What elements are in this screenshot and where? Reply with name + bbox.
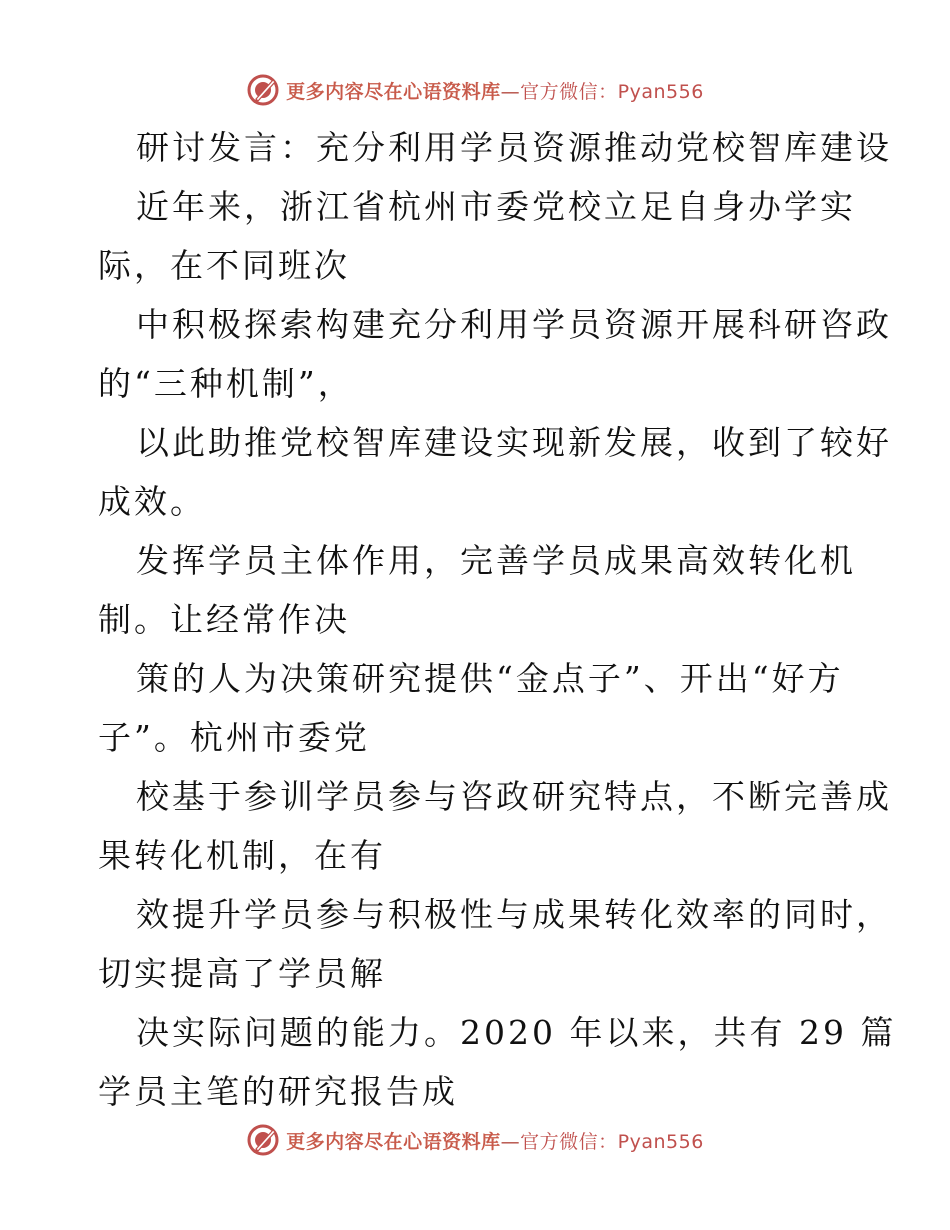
banner-title: 更多内容尽在心语资料库: [286, 1130, 501, 1153]
text-line: 学员主笔的研究报告成: [98, 1072, 458, 1111]
pen-in-circle-icon: [246, 1123, 280, 1157]
text-line: 制。让经常作决: [98, 600, 350, 639]
text-line: 成效。: [98, 482, 206, 521]
text-line: 研讨发言：充分利用学员资源推动党校智库建设: [136, 128, 892, 167]
footer-banner: [0, 1120, 950, 1160]
header-banner-text: [286, 77, 704, 104]
header-banner: [0, 70, 950, 110]
document-body: [98, 118, 897, 1121]
banner-title: 更多内容尽在心语资料库: [286, 80, 501, 103]
text-line: 近年来，浙江省杭州市委党校立足自身办学实: [136, 187, 856, 226]
banner-separator: —: [500, 1130, 521, 1153]
text-line: 决实际问题的能力。2020 年以来，共有 29 篇: [136, 1013, 897, 1052]
pen-in-circle-icon: [246, 73, 280, 107]
banner-separator: —: [500, 80, 521, 103]
footer-banner-inner: [246, 1123, 704, 1157]
text-line: 校基于参训学员参与咨政研究特点，不断完善成: [136, 777, 892, 816]
footer-banner-text: [286, 1127, 704, 1154]
text-line: 果转化机制，在有: [98, 836, 386, 875]
text-line: 的“三种机制”，: [98, 364, 354, 403]
text-line: 策的人为决策研究提供“金点子”、开出“好方: [136, 659, 844, 698]
banner-wechat: 官方微信：Pyan556: [520, 80, 704, 103]
header-banner-inner: [246, 73, 704, 107]
text-line: 子”。杭州市委党: [98, 718, 370, 757]
text-line: 效提升学员参与积极性与成果转化效率的同时，: [136, 895, 892, 934]
banner-wechat: 官方微信：Pyan556: [520, 1130, 704, 1153]
text-line: 以此助推党校智库建设实现新发展，收到了较好: [136, 423, 892, 462]
text-line: 际，在不同班次: [98, 246, 350, 285]
text-line: 发挥学员主体作用，完善学员成果高效转化机: [136, 541, 856, 580]
text-line: 中积极探索构建充分利用学员资源开展科研咨政: [136, 305, 892, 344]
text-line: 切实提高了学员解: [98, 954, 386, 993]
